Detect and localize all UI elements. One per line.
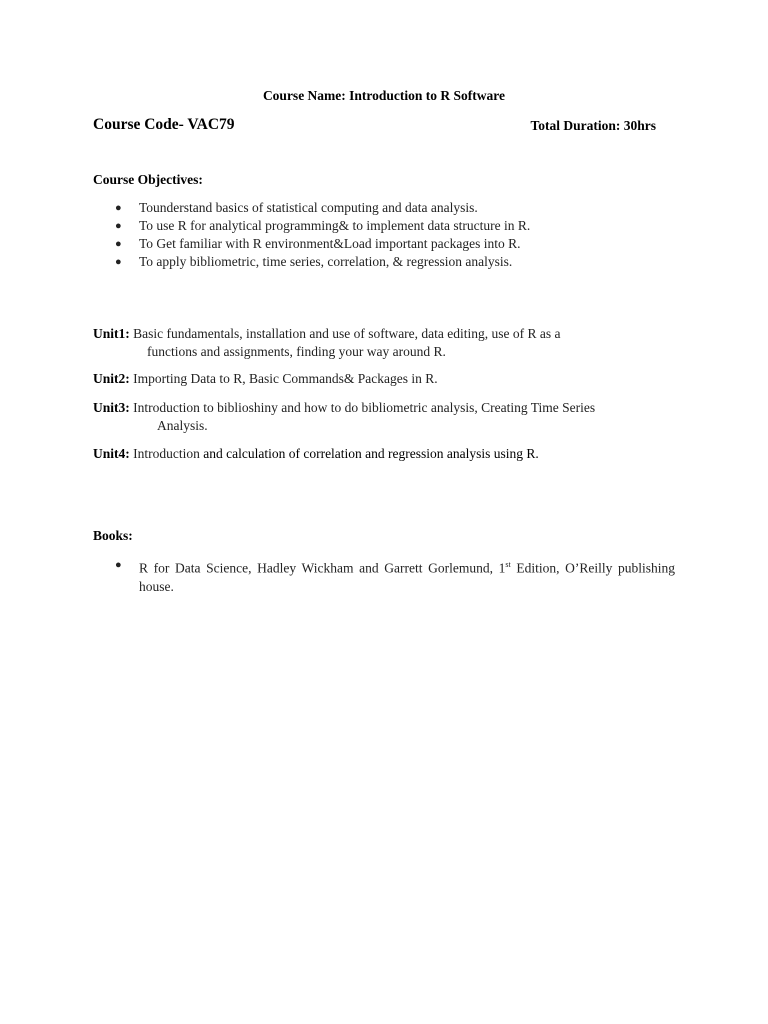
unit-text-intro: Introduction [133,446,200,461]
objective-item: ● Tounderstand basics of statistical computing and data analysis. [115,200,478,215]
unit-text: and calculation of correlation and regression analysis using R. [203,446,539,461]
unit-label: Unit2: [93,371,130,386]
unit-2 [93,370,674,388]
unit-label: Unit1: [93,326,130,341]
unit-label: Unit3: [93,400,130,415]
course-info-row [93,116,656,136]
books-heading: Books: [93,528,133,543]
bullet-icon: ● [115,220,122,232]
objective-item: ● To Get familiar with R environment&Load important packages into R. [115,236,521,251]
unit-label: Unit4: [93,446,130,461]
book-item: ● R for Data Science, Hadley Wickham and Garrett Gorlemund, 1st Edition, O’Reilly publishing house. [93,556,675,596]
total-duration: Total Duration: 30hrs [530,118,656,133]
course-code: Course Code- VAC79 [93,116,235,133]
unit-text-continued: functions and assignments, finding your way around R. [147,344,446,359]
course-name-title: Course Name: Introduction to R Software [262,88,506,103]
objectives-heading: Course Objectives: [93,172,203,187]
bullet-icon: ● [115,256,122,268]
objectives-list [93,199,613,271]
unit-1 [93,325,674,361]
books-list [93,556,675,596]
unit-text: Importing Data to R, Basic Commands& Packages in R. [133,371,438,386]
objective-item: ● To use R for analytical programming& to implement data structure in R. [115,218,531,233]
unit-text-continued: Analysis. [157,418,208,433]
unit-4 [93,445,674,463]
unit-text: Basic fundamentals, installation and use of software, data editing, use of R as a [133,326,561,341]
unit-3 [93,399,674,435]
unit-text: Introduction to biblioshiny and how to do bibliometric analysis, Creating Time Series [133,400,596,415]
bullet-icon: ● [115,202,122,214]
objective-item: ● To apply bibliometric, time series, correlation, & regression analysis. [115,254,513,269]
bullet-icon: ● [115,559,122,571]
bullet-icon: ● [115,238,122,250]
